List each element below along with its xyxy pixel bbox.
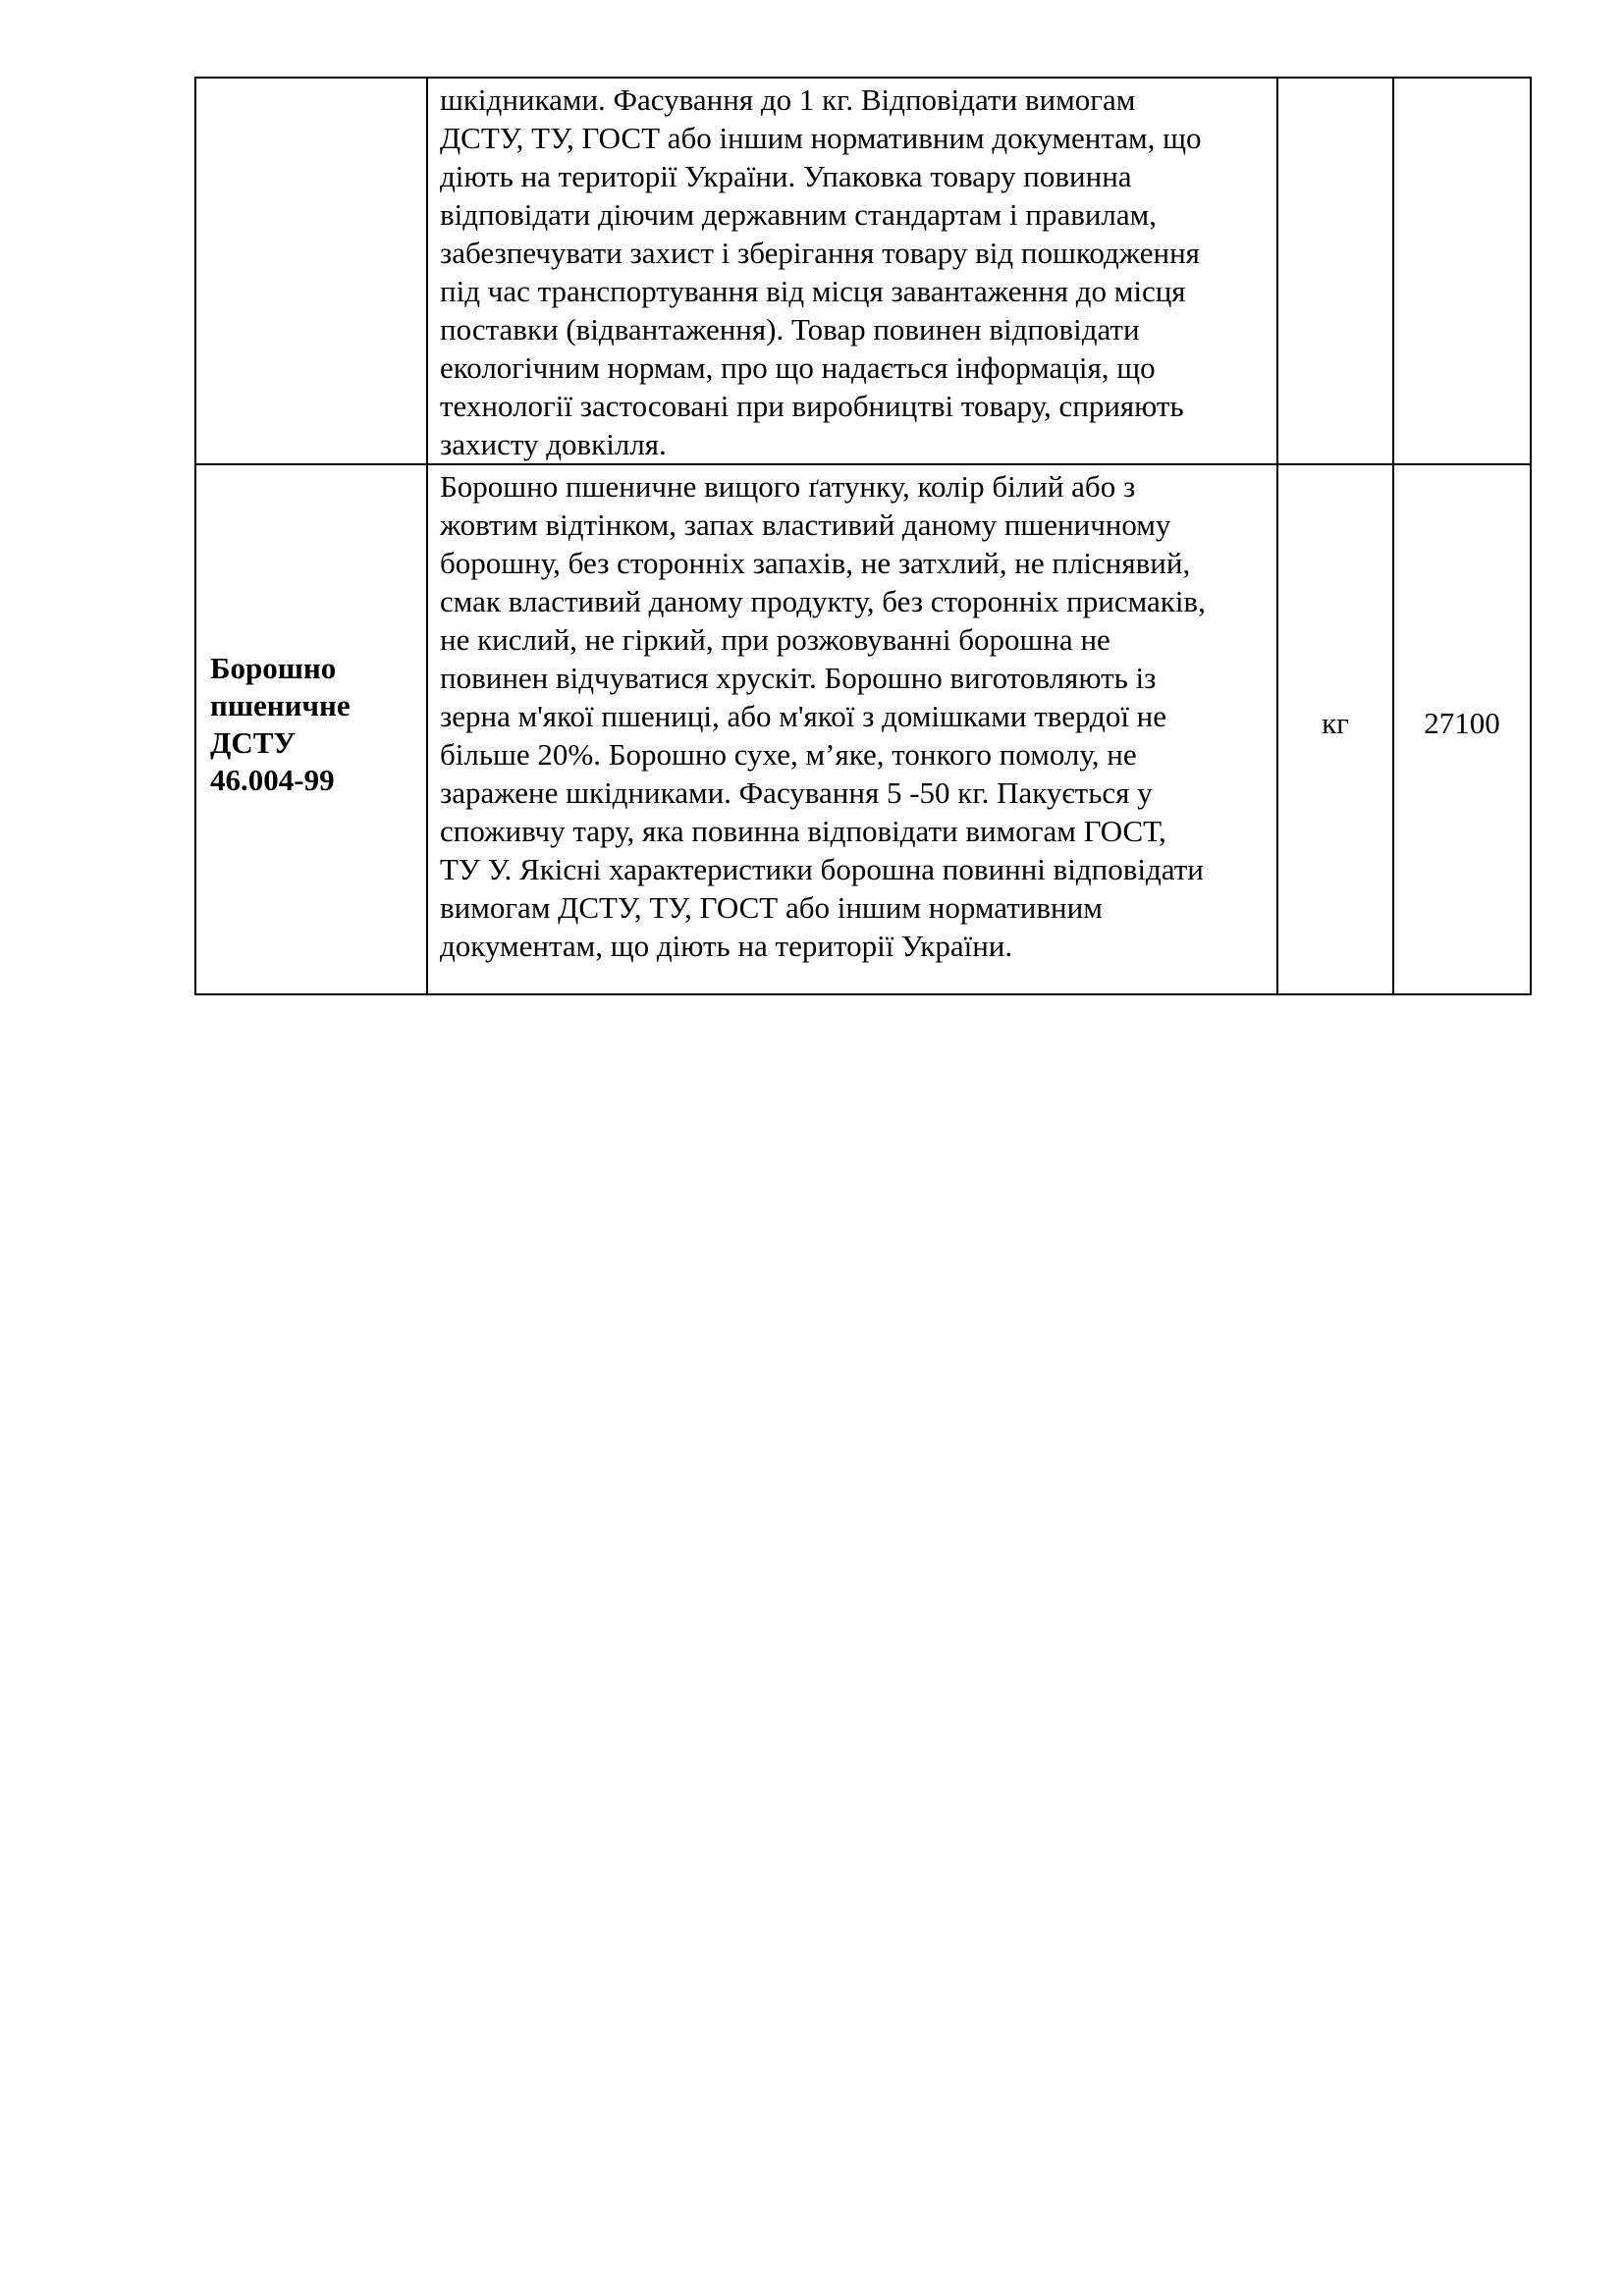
description-line: заражене шкідниками. Фасування 5 -50 кг. Пакується у [440,775,1153,810]
description-line: ТУ У. Якісні характеристики борошна повинні відповідати [440,852,1204,886]
description-line: відповідати діючим державним стандартам і правилам, [440,197,1158,232]
description-line: екологічним нормам, про що надається інформація, що [440,350,1156,385]
description-line: споживчу тару, яка повинна відповідати вимогам ГОСТ, [440,814,1166,848]
description-line: ДСТУ, ТУ, ГОСТ або іншим нормативним документам, що [440,121,1202,155]
description-line: шкідниками. Фасування до 1 кг. Відповідати вимогам [440,82,1136,117]
item-name-cell [195,464,427,994]
item-description-cell [427,464,1277,994]
description-line: зерна м'якої пшениці, або м'якої з домішками твердої не [440,699,1167,733]
unit-cell: кг [1277,464,1393,994]
description-line: жовтим відтінком, запах властивий даному пшеничному [440,507,1171,542]
description-line: повинен відчуватися хрускіт. Борошно виготовляють із [440,661,1157,695]
item-name-cell-empty [195,78,427,464]
specification-table [194,77,1532,995]
description-line: більше 20%. Борошно сухе, м’яке, тонкого помолу, не [440,737,1137,772]
description-line: Борошно пшеничне вищого ґатунку, колір білий або з [440,469,1136,504]
description-line: поставки (відвантаження). Товар повинен відповідати [440,312,1140,347]
table-row-wheat-flour [195,464,1531,994]
item-name-line: Борошно [210,651,337,685]
description-line: документам, що діють на території України. [440,929,1013,963]
description-line: вимогам ДСТУ, ТУ, ГОСТ або іншим нормативним [440,890,1103,925]
description-line: забезпечувати захист і зберігання товару від пошкодження [440,236,1200,270]
description-line: діють на території України. Упаковка товару повинна [440,159,1132,193]
item-description-cell [427,78,1277,464]
description-line: технології застосовані при виробництві товару, сприяють [440,389,1184,423]
item-name-line: ДСТУ [210,725,297,760]
description-line: під час транспортування від місця завантаження до місця [440,274,1186,308]
description-line: смак властивий даному продукту, без сторонніх присмаків, [440,584,1206,618]
description-line: захисту довкілля. [440,427,667,461]
quantity-cell-empty [1393,78,1531,464]
description-line: не кислий, не гіркий, при розжовуванні борошна не [440,622,1110,657]
description-line: борошну, без сторонніх запахів, не затхлий, не пліснявий, [440,546,1191,580]
unit-cell-empty [1277,78,1393,464]
table-row-continuation [195,78,1531,464]
quantity-cell: 27100 [1393,464,1531,994]
item-name-line: 46.004-99 [210,763,335,797]
item-name-line: пшеничне [210,688,351,722]
